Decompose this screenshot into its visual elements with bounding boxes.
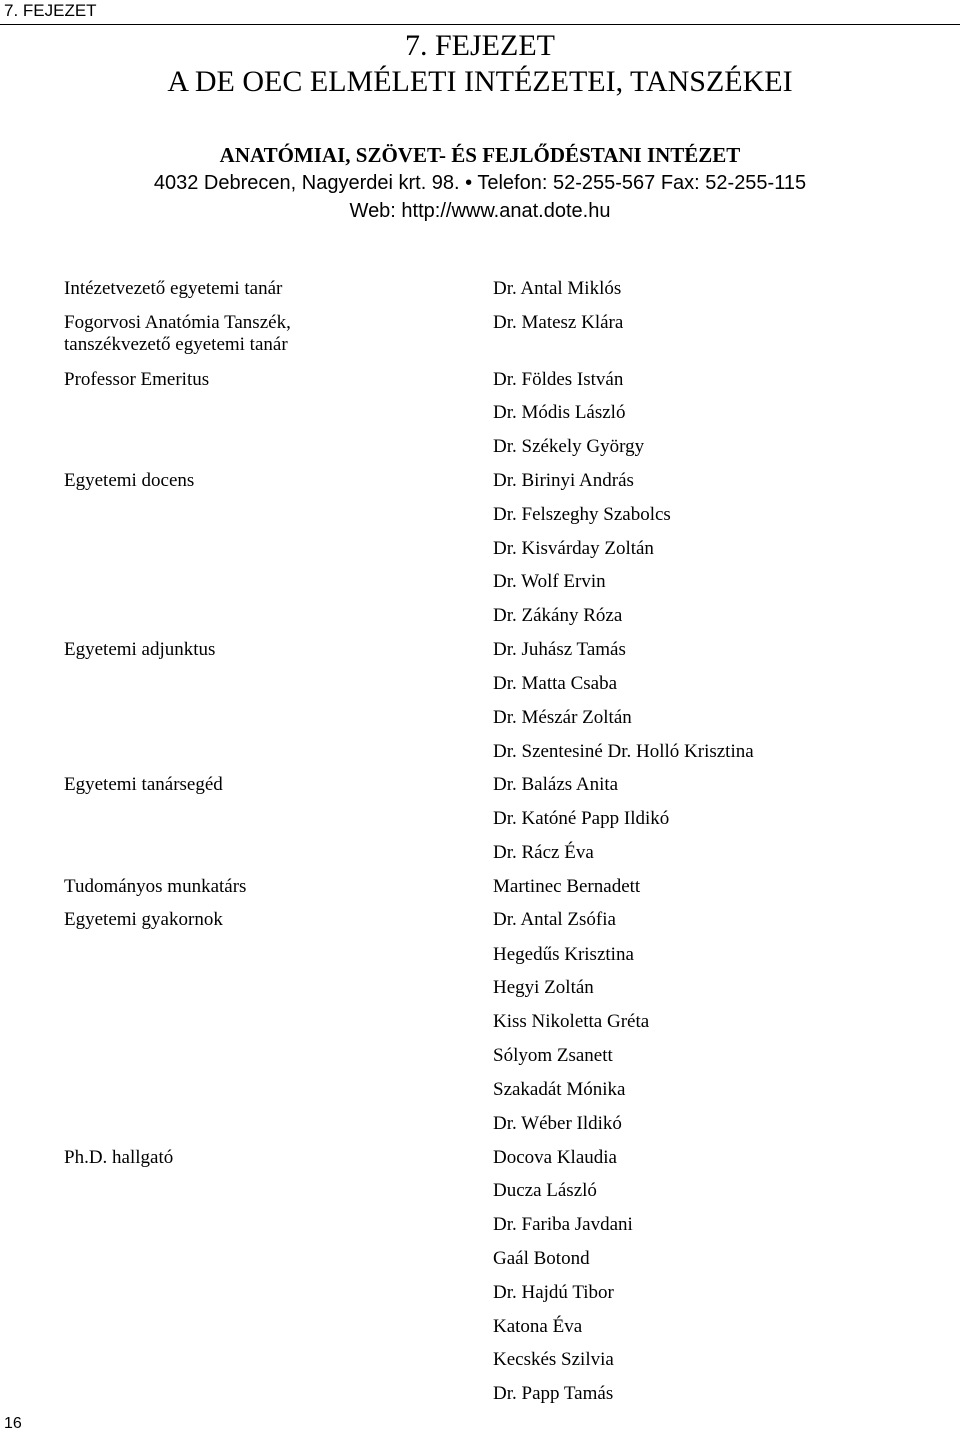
staff-name: Dr. Szentesiné Dr. Holló Krisztina: [493, 741, 754, 762]
staff-name: Hegyi Zoltán: [493, 977, 594, 998]
role-label: tanszékvezető egyetemi tanár: [64, 334, 288, 355]
staff-name: Dr. Juhász Tamás: [493, 639, 626, 660]
role-label: Professor Emeritus: [64, 369, 210, 390]
staff-name: Dr. Felszeghy Szabolcs: [493, 504, 671, 525]
staff-name: Dr. Rácz Éva: [493, 842, 594, 863]
chapter-title: A DE OEC ELMÉLETI INTÉZETEI, TANSZÉKEI: [167, 65, 793, 98]
staff-name: Dr. Hajdú Tibor: [493, 1282, 614, 1303]
role-label: Egyetemi gyakornok: [64, 909, 223, 930]
role-label: Ph.D. hallgató: [64, 1147, 174, 1168]
staff-name: Dr. Papp Tamás: [493, 1383, 614, 1404]
staff-name: Dr. Módis László: [493, 402, 626, 423]
staff-name: Dr. Földes István: [493, 369, 624, 390]
staff-name: Gaál Botond: [493, 1248, 590, 1269]
staff-name: Hegedűs Krisztina: [493, 944, 634, 965]
role-label: Intézetvezető egyetemi tanár: [64, 278, 283, 299]
staff-name: Docova Klaudia: [493, 1147, 617, 1168]
staff-name: Dr. Katóné Papp Ildikó: [493, 808, 670, 829]
staff-name: Sólyom Zsanett: [493, 1045, 613, 1066]
staff-name: Dr. Zákány Róza: [493, 605, 623, 626]
staff-name: Dr. Mészár Zoltán: [493, 707, 632, 728]
staff-name: Dr. Matesz Klára: [493, 312, 624, 333]
page-number: 16: [4, 1415, 22, 1432]
running-header: 7. FEJEZET: [4, 1, 97, 20]
staff-name: Dr. Székely György: [493, 436, 645, 457]
staff-name: Kecskés Szilvia: [493, 1349, 614, 1370]
staff-name: Dr. Matta Csaba: [493, 673, 618, 694]
header-rule: [0, 24, 960, 25]
staff-name: Dr. Wéber Ildikó: [493, 1113, 622, 1134]
staff-name: Dr. Wolf Ervin: [493, 571, 606, 592]
role-label: Tudományos munkatárs: [64, 876, 247, 897]
institute-web: Web: http://www.anat.dote.hu: [349, 200, 611, 222]
staff-name: Dr. Antal Miklós: [493, 278, 622, 299]
role-label: Fogorvosi Anatómia Tanszék,: [64, 312, 291, 333]
institute-address: 4032 Debrecen, Nagyerdei krt. 98. • Telefon: 52-255-567 Fax: 52-255-115: [153, 172, 807, 194]
staff-name: Ducza László: [493, 1180, 597, 1201]
role-label: Egyetemi tanársegéd: [64, 774, 223, 795]
chapter-number: 7. FEJEZET: [405, 29, 555, 62]
staff-name: Martinec Bernadett: [493, 876, 641, 897]
staff-name: Dr. Fariba Javdani: [493, 1214, 633, 1235]
staff-name: Dr. Balázs Anita: [493, 774, 619, 795]
staff-name: Szakadát Mónika: [493, 1079, 626, 1100]
staff-name: Dr. Kisvárday Zoltán: [493, 538, 654, 559]
role-label: Egyetemi adjunktus: [64, 639, 216, 660]
institute-name: ANATÓMIAI, SZÖVET- ÉS FEJLŐDÉSTANI INTÉZET: [219, 143, 741, 167]
role-label: Egyetemi docens: [64, 470, 195, 491]
staff-name: Kiss Nikoletta Gréta: [493, 1011, 650, 1032]
staff-name: Dr. Birinyi András: [493, 470, 634, 491]
staff-name: Dr. Antal Zsófia: [493, 909, 616, 930]
staff-name: Katona Éva: [493, 1316, 583, 1337]
